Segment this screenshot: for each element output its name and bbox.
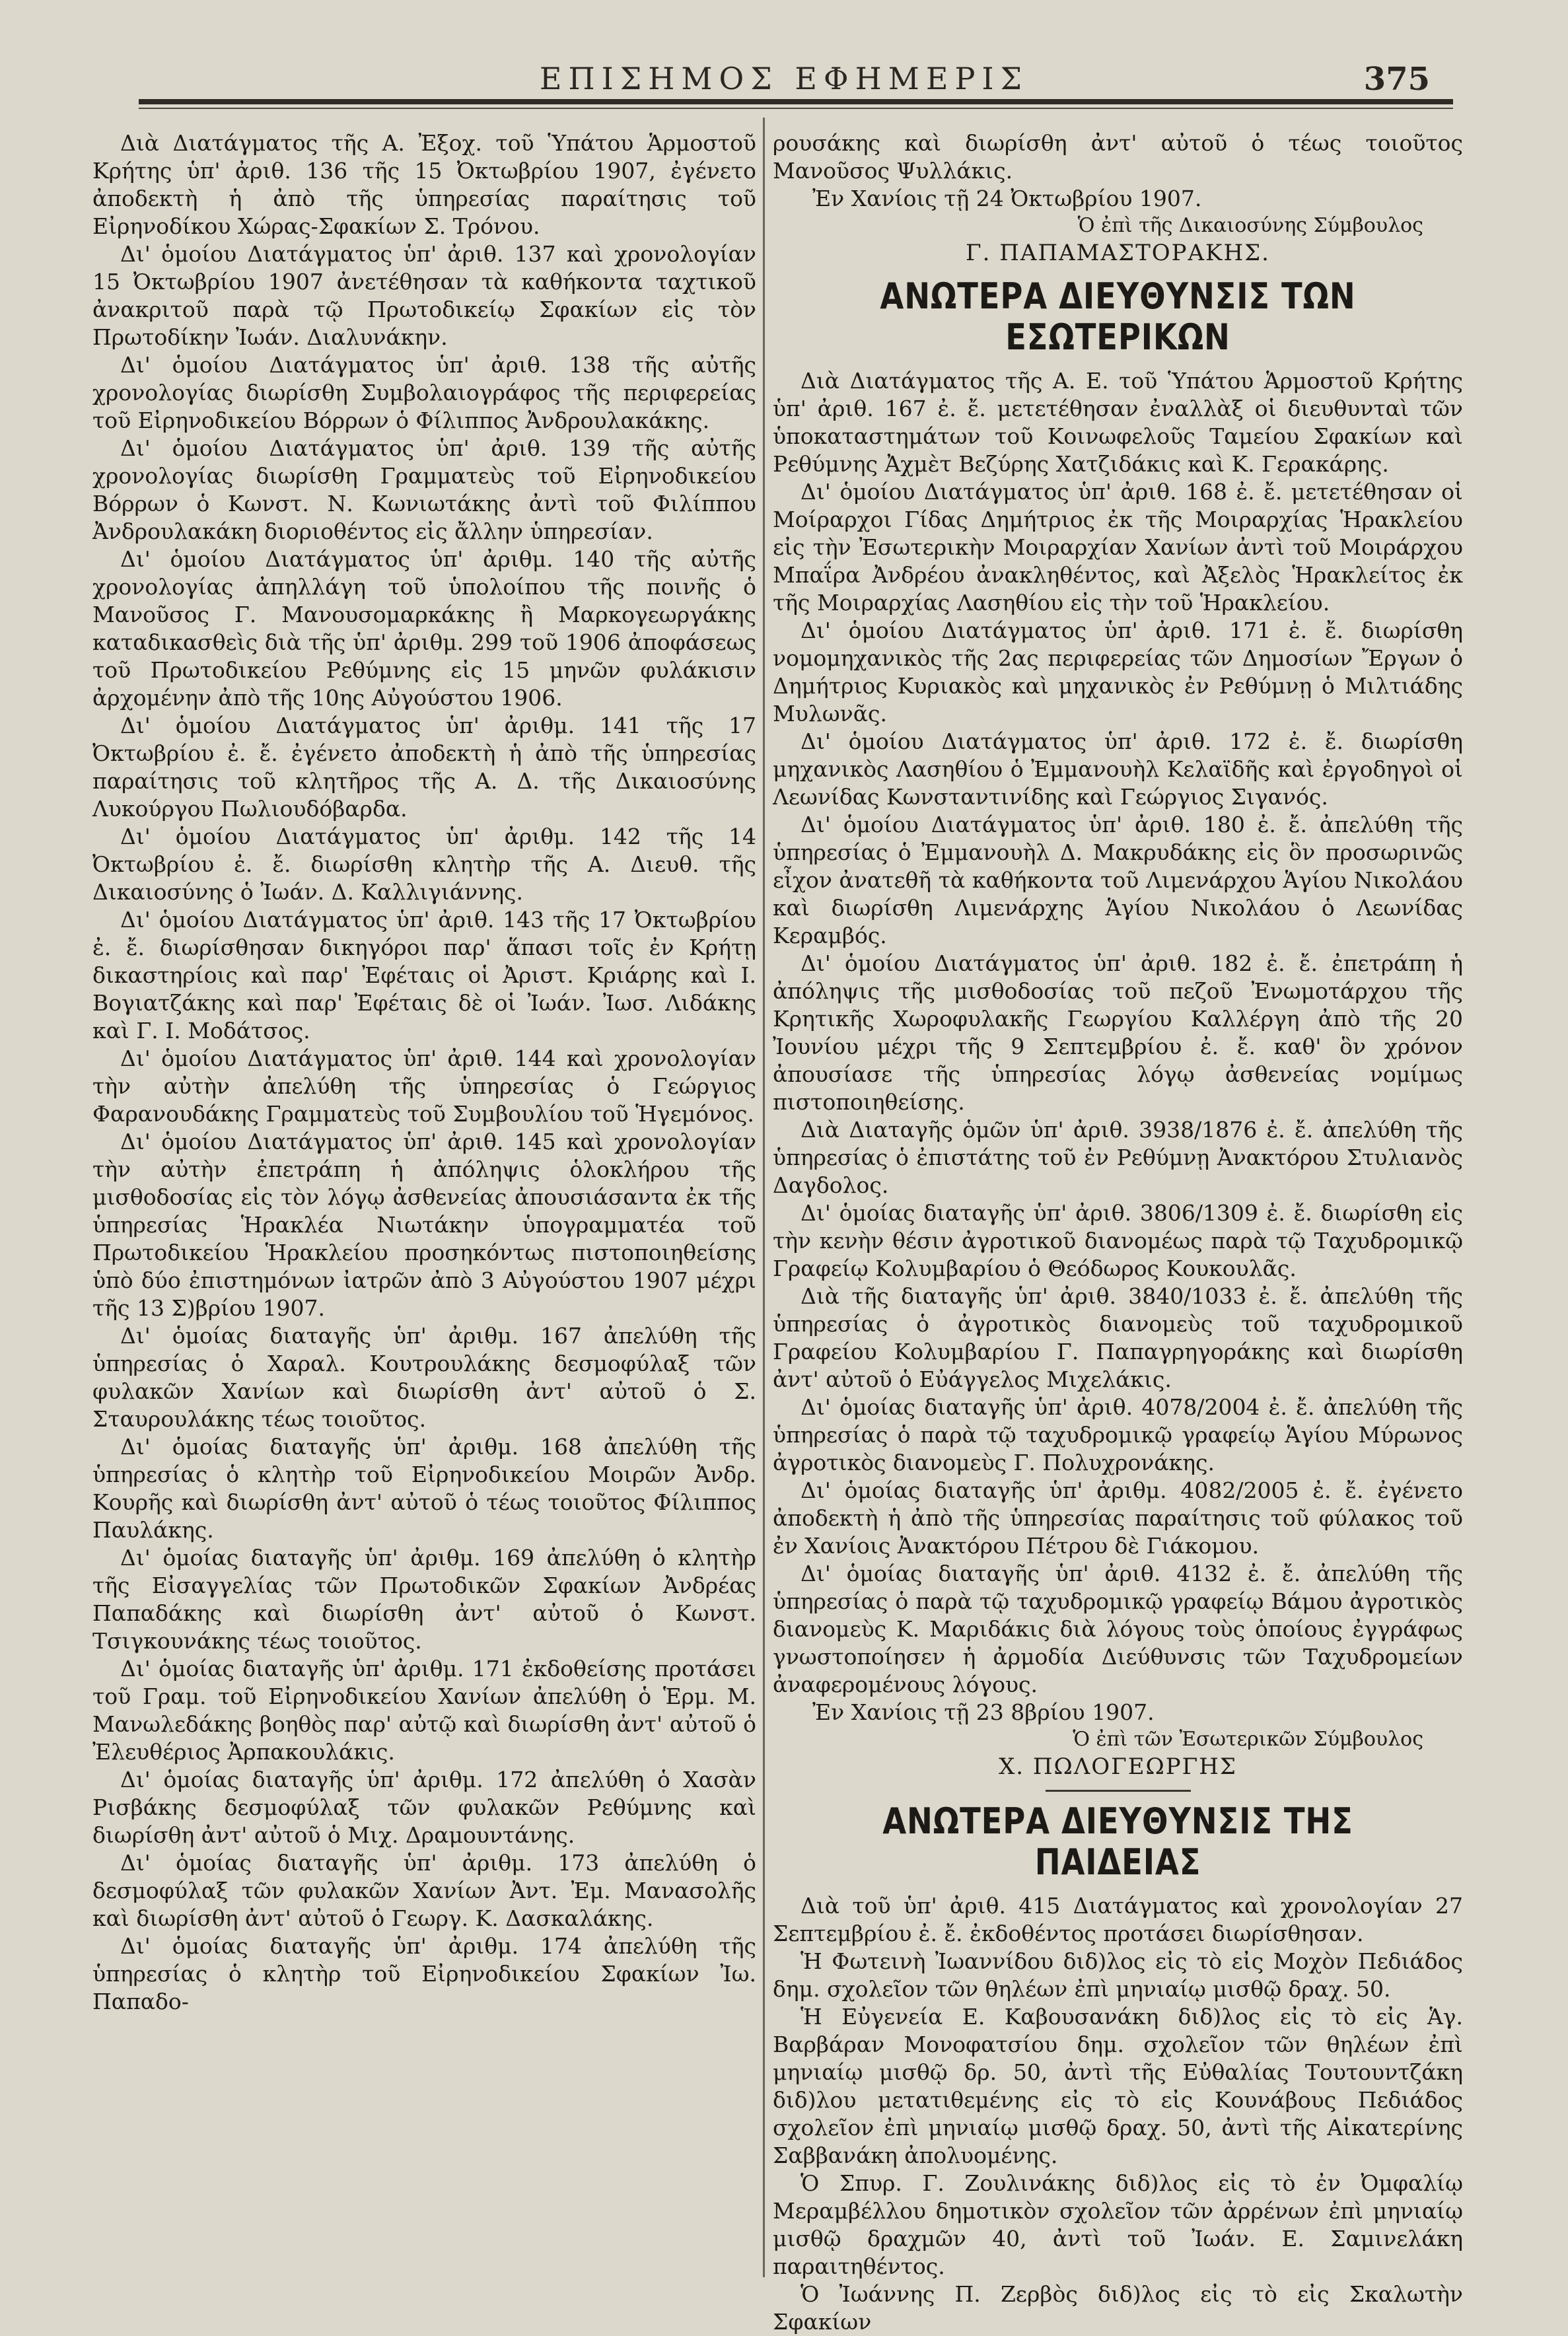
signatory-title: Ὁ ἐπὶ τῆς Δικαιοσύνης Σύμβουλος bbox=[1077, 214, 1423, 237]
section-heading-interior: ΑΝΩΤΕΡΑ ΔΙΕΥΘΥΝΣΙΣ ΤΩΝ ΕΣΩΤΕΡΙΚΩΝ bbox=[880, 275, 1356, 358]
decree-paragraph: Δι' ὁμοίου Διατάγματος ὑπ' ἀριθμ. 141 τῆς 17 Ὀκτωβρίου ἐ. ἔ. ἐγένετο ἀποδεκτὴ ἡ ἀπὸ τῆς ὑπηρεσίας παραίτησις τοῦ κλητῆρος τῆς Α. Δ. τῆς Δικαιοσύνης Λυκούργου Πωλιουδόβαρδα. bbox=[92, 713, 756, 822]
decree-paragraph: Διὰ Διατάγματος τῆς Α. Ε. τοῦ Ὑπάτου Ἁρμοστοῦ Κρήτης ὑπ' ἀριθ. 167 ἐ. ἔ. μετετέθησαν ἐναλλὰξ οἱ διευθυνταὶ τῶν ὑποκαταστημάτων τοῦ Κοινωφελοῦς Ταμείου Σφακίων καὶ Ρεθύμνης Ἀχμὲτ Βεζύρης Χατζιδάκις καὶ Κ. Γερακάρης. bbox=[773, 368, 1463, 477]
decree-paragraph: Ὁ Σπυρ. Γ. Ζουλινάκης διδ)λος εἰς τὸ ἐν Ὀμφαλίῳ Μεραμβέλλου δημοτικὸν σχολεῖον τῶν ἀρρένων ἐπὶ μηνιαίῳ μισθῷ δραχμῶν 40, ἀντὶ τοῦ Ἰωάν. Ε. Σαμινελάκη παραιτηθέντος. bbox=[773, 2170, 1463, 2279]
decree-paragraph: Δι' ὁμοίου Διατάγματος ὑπ' ἀριθ. 168 ἐ. ἔ. μετετέθησαν οἱ Μοίραρχοι Γίδας Δημήτριος ἐκ τῆς Μοιραρχίας Ἡρακλείου εἰς τὴν Ἐσωτερικὴν Μοιραρχίαν Χανίων ἀντὶ τοῦ Μοιράρχου Μπαΐρα Ἀνδρέου ἀνακληθέντος, καὶ Ἀξελὸς Ἡρακλείτος ἐκ τῆς Μοιραρχίας Λασηθίου εἰς τὴν τοῦ Ἡρακλείου. bbox=[773, 479, 1463, 616]
section-heading-education: ΑΝΩΤΕΡΑ ΔΙΕΥΘΥΝΣΙΣ ΤΗΣ ΠΑΙΔΕΙΑΣ bbox=[882, 1800, 1353, 1883]
page-header-title: ΕΠΙΣΗΜΟΣ ΕΦΗΜΕΡΙΣ bbox=[539, 61, 1029, 96]
date-line: Ἐν Χανίοις τῇ 24 Ὀκτωβρίου 1907. bbox=[812, 186, 1202, 211]
decree-paragraph: Δι' ὁμοίας διαταγῆς ὑπ' ἀριθ. 4132 ἐ. ἔ. ἀπελύθη τῆς ὑπηρεσίας ὁ παρὰ τῷ ταχυδρομικῷ γραφείῳ Βάμου ἀγροτικὸς διανομεὺς Κ. Μαριδάκις διὰ λόγους τοὺς ὁποίους ἐγγράφως γνωστοποίησεν ἡ ἀρμοδία Διεύθυνσις τῶν Ταχυδρομείων ἀναφερομένους λόγους. bbox=[773, 1561, 1463, 1697]
decree-paragraph: Δι' ὁμοίας διαταγῆς ὑπ' ἀριθμ. 174 ἀπελύθη τῆς ὑπηρεσίας ὁ κλητὴρ τοῦ Εἰρηνοδικείου Σφακίων Ἰω. Παπαδο- bbox=[92, 1933, 756, 2014]
decree-paragraph: Ὁ Ἰωάννης Π. Ζερβὸς διδ)λος εἰς τὸ εἰς Σκαλωτὴν Σφακίων bbox=[773, 2281, 1463, 2335]
date-line: Ἐν Χανίοις τῇ 23 8βρίου 1907. bbox=[812, 1699, 1155, 1725]
decree-paragraph: Δι' ὁμοίας διαταγῆς ὑπ' ἀριθμ. 172 ἀπελύθη ὁ Χασὰν Ρισβάκης δεσμοφύλαξ τῶν φυλακῶν Ρεθύμνης καὶ διωρίσθη ἀντ' αὐτοῦ ὁ Μιχ. Δραμουντάνης. bbox=[92, 1767, 756, 1848]
decree-paragraph: Δι' ὁμοίου Διατάγματος ὑπ' ἀριθ. 180 ἐ. ἔ. ἀπελύθη τῆς ὑπηρεσίας ὁ Ἐμμανουὴλ Δ. Μακρυδάκης εἰς ὃν προσωρινῶς εἶχον ἀνατεθῆ τὰ καθήκοντα τοῦ Λιμενάρχου Ἁγίου Νικολάου καὶ διωρίσθη Λιμενάρχης Ἁγίου Νικολάου ὁ Λεωνίδας Κεραμβός. bbox=[773, 812, 1463, 948]
decree-paragraph: Δι' ὁμοίου Διατάγματος ὑπ' ἀριθ. 144 καὶ χρονολογίαν τὴν αὐτὴν ἀπελύθη τῆς ὑπηρεσίας ὁ Γεώργιος Φαρανουδάκης Γραμματεὺς τοῦ Συμβουλίου τοῦ Ἡγεμόνος. bbox=[92, 1045, 756, 1127]
decree-paragraph: Δι' ὁμοίου Διατάγματος ὑπ' ἀριθ. 143 τῆς 17 Ὀκτωβρίου ἐ. ἔ. διωρίσθησαν δικηγόροι παρ' ἅπασι τοῖς ἐν Κρήτῃ δικαστηρίοις καὶ παρ' Ἐφέταις οἱ Ἀριστ. Κριάρης καὶ Ι. Βογιατζάκης καὶ παρ' Ἐφέταις δὲ οἱ Ἰωάν. Ἰωσ. Λιδάκης καὶ Γ. Ι. Μοδάτσος. bbox=[92, 907, 756, 1044]
decree-paragraph: Δι' ὁμοίου Διατάγματος ὑπ' ἀριθμ. 142 τῆς 14 Ὀκτωβρίου ἐ. ἔ. διωρίσθη κλητὴρ τῆς Α. Διευθ. τῆς Δικαιοσύνης ὁ Ἰωάν. Δ. Καλλιγιάννης. bbox=[92, 824, 756, 905]
decree-paragraph: Διὰ τοῦ ὑπ' ἀριθ. 415 Διατάγματος καὶ χρονολογίαν 27 Σεπτεμβρίου ἐ. ἔ. ἐκδοθέντος προτάσει διωρίσθησαν. bbox=[773, 1893, 1463, 1946]
signatory-name: Χ. ΠΩΛΟΓΕΩΡΓΗΣ bbox=[999, 1753, 1237, 1780]
signatory-title: Ὁ ἐπὶ τῶν Ἐσωτερικῶν Σύμβουλος bbox=[1073, 1728, 1423, 1751]
decree-paragraph: Δι' ὁμοίου Διατάγματος ὑπ' ἀριθ. 172 ἐ. ἔ. διωρίσθη μηχανικὸς Λασηθίου ὁ Ἐμμανουὴλ Κελαϊδῆς καὶ ἐργοδηγοὶ οἱ Λεωνίδας Κωνσταντινίδης καὶ Γεώργιος Σιγανός. bbox=[773, 728, 1463, 810]
decree-paragraph: Δι' ὁμοίας διαταγῆς ὑπ' ἀριθ. 4078/2004 ἐ. ἔ. ἀπελύθη τῆς ὑπηρεσίας ὁ παρὰ τῷ ταχυδρομικῷ γραφείῳ Ἁγίου Μύρωνος ἀγροτικὸς διανομεὺς Γ. Πολυχρονάκης. bbox=[773, 1394, 1463, 1475]
header-rule-thin bbox=[139, 108, 1453, 109]
decree-paragraph: Δι' ὁμοίου Διατάγματος ὑπ' ἀριθ. 171 ἐ. ἔ. διωρίσθη νομομηχανικὸς τῆς 2ας περιφερείας τῶν Δημοσίων Ἔργων ὁ Δημήτριος Κυριακὸς καὶ μηχανικὸς ἐν Ρεθύμνῃ ὁ Μιλτιάδης Μυλωνᾶς. bbox=[773, 618, 1463, 726]
decree-paragraph: Δι' ὁμοίου Διατάγματος ὑπ' ἀριθ. 182 ἐ. ἔ. ἐπετράπη ἡ ἀπόληψις τῆς μισθοδοσίας τοῦ πεζοῦ Ἐνωμοτάρχου τῆς Κρητικῆς Χωροφυλακῆς Γεωργίου Καλλέργη ἀπὸ τῆς 20 Ἰουνίου μέχρι τῆς 9 Σεπτεμβρίου ἐ. ἔ. καθ' ὃν χρόνον ἀπουσίασε τῆς ὑπηρεσίας λόγῳ ἀσθενείας νομίμως πιστοποιηθείσης. bbox=[773, 950, 1463, 1115]
decree-paragraph: Δι' ὁμοίας διαταγῆς ὑπ' ἀριθμ. 171 ἐκδοθείσης προτάσει τοῦ Γραμ. τοῦ Εἰρηνοδικείου Χανίων ἀπελύθη ὁ Ἑρμ. Μ. Μανωλεδάκης βοηθὸς παρ' αὐτῷ καὶ διωρίσθη ἀντ' αὐτοῦ ὁ Ἐλευθέριος Ἀρπακουλάκις. bbox=[92, 1656, 756, 1765]
decree-paragraph: Δι' ὁμοίας διαταγῆς ὑπ' ἀριθμ. 173 ἀπελύθη ὁ δεσμοφύλαξ τῶν φυλακῶν Χανίων Ἀντ. Ἐμ. Μανασολῆς καὶ διωρίσθη ἀντ' αὐτοῦ ὁ Γεωργ. Κ. Δασκαλάκης. bbox=[92, 1850, 756, 1931]
left-column bbox=[92, 129, 756, 2283]
decree-paragraph: Δι' ὁμοίας διαταγῆς ὑπ' ἀριθ. 3806/1309 ἐ. ἔ. διωρίσθη εἰς τὴν κενὴν θέσιν ἀγροτικοῦ διανομέως παρὰ τῷ Ταχυδρομικῷ Γραφείῳ Κολυμβαρίου ὁ Θεόδωρος Κουκουλᾶς. bbox=[773, 1200, 1463, 1281]
right-column bbox=[773, 129, 1463, 2335]
decree-paragraph: Δι' ὁμοίου Διατάγματος ὑπ' ἀριθ. 137 καὶ χρονολογίαν 15 Ὀκτωβρίου 1907 ἀνετέθησαν τὰ καθήκοντα ταχτικοῦ ἀνακριτοῦ παρὰ τῷ Πρωτοδικείῳ Σφακίων εἰς τὸν Πρωτοδίκην Ἰωάν. Διαλυνάκην. bbox=[92, 241, 756, 350]
decree-paragraph: Δι' ὁμοίου Διατάγματος ὑπ' ἀριθ. 145 καὶ χρονολογίαν τὴν αὐτὴν ἐπετράπη ἡ ἀπόληψις ὁλοκλήρου τῆς μισθοδοσίας εἰς τὸν λόγῳ ἀσθενείας ἀπουσιάσαντα ἐκ τῆς ὑπηρεσίας Ἡρακλέα Νιωτάκην ὑπογραμματέα τοῦ Πρωτοδικείου Ἡρακλείου προσηκόντως πιστοποιηθείσης ὑπὸ δύο ἐπιστημόνων ἰατρῶν ἀπὸ 3 Αὐγούστου 1907 μέχρι τῆς 13 Σ)βρίου 1907. bbox=[92, 1129, 756, 1321]
column-divider bbox=[763, 118, 765, 2277]
page-number: 375 bbox=[1363, 61, 1430, 98]
decree-paragraph: Δι' ὁμοίου Διατάγματος ὑπ' ἀριθ. 138 τῆς αὐτῆς χρονολογίας διωρίσθη Συμβολαιογράφος τῆς περιφερείας τοῦ Εἰρηνοδικείου Βόρρων ὁ Φίλιππος Ἀνδρουλακάκης. bbox=[92, 352, 756, 433]
decree-paragraph: Διὰ τῆς διαταγῆς ὑπ' ἀριθ. 3840/1033 ἐ. ἔ. ἀπελύθη τῆς ὑπηρεσίας ὁ ἀγροτικὸς διανομεὺς τοῦ ταχυδρομικοῦ Γραφείου Κολυμβαρίου Γ. Παπαγρηγοράκης καὶ διωρίσθη ἀντ' αὐτοῦ ὁ Εὐάγγελος Μιχελάκις. bbox=[773, 1283, 1463, 1392]
decree-paragraph: Ἡ Φωτεινὴ Ἰωαννίδου διδ)λος εἰς τὸ εἰς Μοχὸν Πεδιάδος δημ. σχολεῖον τῶν θηλέων ἐπὶ μηνιαίῳ μισθῷ δραχ. 50. bbox=[773, 1948, 1463, 2002]
section-separator bbox=[1046, 1790, 1191, 1792]
decree-paragraph: Διὰ Διατάγματος τῆς Α. Ἐξοχ. τοῦ Ὑπάτου Ἁρμοστοῦ Κρήτης ὑπ' ἀριθ. 136 τῆς 15 Ὀκτωβρίου 1907, ἐγένετο ἀποδεκτὴ ἡ ἀπὸ τῆς ὑπηρεσίας παραίτησις τοῦ Εἰρηνοδίκου Χώρας-Σφακίων Σ. Τρόνου. bbox=[92, 130, 756, 239]
signatory-name: Γ. ΠΑΠΑΜΑΣΤΟΡΑΚΗΣ. bbox=[966, 240, 1270, 266]
decree-paragraph: Δι' ὁμοίου Διατάγματος ὑπ' ἀριθμ. 140 τῆς αὐτῆς χρονολογίας ἀπηλλάγη τοῦ ὑπολοίπου τῆς ποινῆς ὁ Μανοῦσος Γ. Μανουσομαρκάκης ἢ Μαρκογεωργάκης καταδικασθεὶς διὰ τῆς ὑπ' ἀριθμ. 299 τοῦ 1906 ἀποφάσεως τοῦ Πρωτοδικείου Ρεθύμνης εἰς 15 μηνῶν φυλάκισιν ἀρχομένην ἀπὸ τῆς 10ης Αὐγούστου 1906. bbox=[92, 546, 756, 711]
decree-paragraph: Δι' ὁμοίας διαταγῆς ὑπ' ἀριθμ. 4082/2005 ἐ. ἔ. ἐγένετο ἀποδεκτὴ ἡ ἀπὸ τῆς ὑπηρεσίας παραίτησις τοῦ φύλακος τοῦ ἐν Χανίοις Ἀνακτόρου Πέτρου δὲ Γιάκομου. bbox=[773, 1477, 1463, 1559]
continuation-paragraph: ρουσάκης καὶ διωρίσθη ἀντ' αὐτοῦ ὁ τέως τοιοῦτος Μανοῦσος Ψυλλάκις. bbox=[773, 130, 1463, 184]
decree-paragraph: Δι' ὁμοίου Διατάγματος ὑπ' ἀριθ. 139 τῆς αὐτῆς χρονολογίας διωρίσθη Γραμματεὺς τοῦ Εἰρηνοδικείου Βόρρων ὁ Κωνστ. Ν. Κωνιωτάκης ἀντὶ τοῦ Φιλίππου Ἀνδρουλακάκη διοριοθέντος εἰς ἄλλην ὑπηρεσίαν. bbox=[92, 435, 756, 544]
decree-paragraph: Δι' ὁμοίας διαταγῆς ὑπ' ἀριθμ. 169 ἀπελύθη ὁ κλητὴρ τῆς Εἰσαγγελίας τῶν Πρωτοδικῶν Σφακίων Ἀνδρέας Παπαδάκης καὶ διωρίσθη ἀντ' αὐτοῦ ὁ Κωνστ. Τσιγκουνάκης τέως τοιοῦτος. bbox=[92, 1545, 756, 1654]
header-rule-thick bbox=[139, 99, 1453, 104]
decree-paragraph: Δι' ὁμοίας διαταγῆς ὑπ' ἀριθμ. 167 ἀπελύθη τῆς ὑπηρεσίας ὁ Χαραλ. Κουτρουλάκης δεσμοφύλαξ τῶν φυλακῶν Χανίων καὶ διωρίσθη ἀντ' αὐτοῦ ὁ Σ. Σταυρουλάκης τέως τοιοῦτος. bbox=[92, 1323, 756, 1432]
decree-paragraph: Ἡ Εὐγενεία Ε. Καβουσανάκη διδ)λος εἰς τὸ εἰς Ἁγ. Βαρβάραν Μονοφατσίου δημ. σχολεῖον τῶν θηλέων ἐπὶ μηνιαίῳ μισθῷ δρ. 50, ἀντὶ τῆς Εὐθαλίας Τουτουντζάκη διδ)λου μετατιθεμένης εἰς τὸ εἰς Κουνάβους Πεδιάδος σχολεῖον ἐπὶ μηνιαίῳ μισθῷ δραχ. 50, ἀντὶ τῆς Αἰκατερίνης Σαββανάκη ἀπολυομένης. bbox=[773, 2004, 1463, 2168]
decree-paragraph: Δι' ὁμοίας διαταγῆς ὑπ' ἀριθμ. 168 ἀπελύθη τῆς ὑπηρεσίας ὁ κλητὴρ τοῦ Εἰρηνοδικείου Μοιρῶν Ἀνδρ. Κουρῆς καὶ διωρίσθη ἀντ' αὐτοῦ ὁ τέως τοιοῦτος Φίλιππος Παυλάκης. bbox=[92, 1434, 756, 1543]
decree-paragraph: Διὰ Διαταγῆς ὁμῶν ὑπ' ἀριθ. 3938/1876 ἐ. ἔ. ἀπελύθη τῆς ὑπηρεσίας ὁ ἐπιστάτης τοῦ ἐν Ρεθύμνῃ Ἀνακτόρου Στυλιανὸς Δαγδολος. bbox=[773, 1117, 1463, 1198]
